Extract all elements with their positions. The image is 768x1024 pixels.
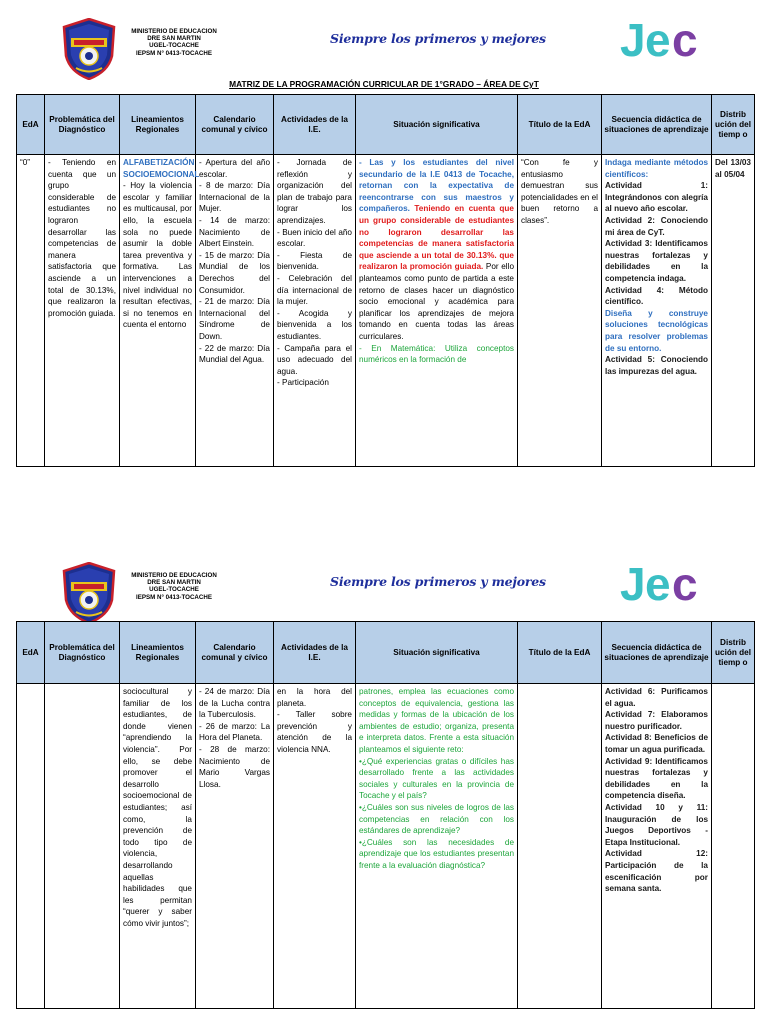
col-header-lineamientos: Lineamientos Regionales <box>120 622 196 684</box>
secuencia-activity: Actividad 6: Purificamos el agua. <box>605 687 708 708</box>
curriculum-matrix-table <box>16 94 755 467</box>
calendario-item: - Apertura del año escolar. <box>199 158 270 179</box>
school-line: IEPSM N° 0413-TOCACHE <box>136 593 212 601</box>
col-header-situacion: Situación significativa <box>356 622 518 684</box>
actividad-item: - Acogida y bienvenida a los estudiantes. <box>277 308 352 341</box>
secuencia-activity: Actividad 10 y 11: Inauguración de los Juegos Deportivos - Etapa Institucional. <box>605 802 708 847</box>
cell-calendario <box>196 684 274 1009</box>
table-row <box>17 684 755 1009</box>
cell-titulo <box>518 684 602 1009</box>
table-header-row <box>17 622 755 684</box>
cell-secuencia <box>602 684 712 1009</box>
secuencia-activity: Actividad 1: Integrándonos con alegría al nuevo año escolar. <box>605 181 708 214</box>
situacion-black-text: Por ello planteamos como punto de partida a este retorno de clases hacer un diagnóstico socio emocional y académica para planificar los aprendizajes de mejora tomando en cuenta todas las áreas curriculares. <box>359 262 514 341</box>
calendario-item: - 14 de marzo: Nacimiento de Albert Einstein. <box>199 215 270 249</box>
lineamiento-text: sociocultural y familiar de los estudiantes, de donde vienen “aprendiendo la violencia”. Por ello, se debe promover el desarrollo socioemocional de estudiantes; así como, la prevención de todo tipo de violencia, desarrollando aquellas habilidades que les permitan “querer y saber cómo vivir juntos”; <box>123 687 192 928</box>
document-title: MATRIZ DE LA PROGRAMACIÓN CURRICULAR DE 1°GRADO – ÁREA DE CyT <box>229 79 539 89</box>
col-header-actividades: Actividades de la I.E. <box>274 95 356 155</box>
actividad-item: - Fiesta de bienvenida. <box>277 250 352 272</box>
table-row <box>17 155 755 467</box>
secuencia-activity: Actividad 3: Identificamos nuestras fortalezas y debilidades en la competencia indaga. <box>605 239 708 283</box>
ugel-line: UGEL-TOCACHE <box>149 586 199 594</box>
calendario-item: - 21 de marzo: Día Internacional del Síndrome de Down. <box>199 297 270 341</box>
col-header-distribucion: Distrib ución del tiemp o <box>712 622 755 684</box>
secuencia-heading: Indaga mediante métodos científicos: <box>605 158 708 179</box>
cell-problematica <box>45 155 120 467</box>
slogan: Siempre los primeros y mejores <box>330 31 546 46</box>
actividad-item: - Celebración del día internacional de la mujer. <box>277 273 352 307</box>
titulo-text: “Con fe y entusiasmo demuestran sus potencialidades en el buen retorno a clases”. <box>521 158 598 225</box>
actividad-item: - Jornada de reflexión y organización del plan de trabajo para lograr los aprendizajes. <box>277 158 352 225</box>
table-header-row <box>17 95 755 155</box>
slogan: Siempre los primeros y mejores <box>330 574 546 589</box>
school-line: IEPSM N° 0413-TOCACHE <box>136 49 212 57</box>
secuencia-activity: Actividad 4: Método científico. <box>605 285 708 307</box>
actividad-item: en la hora del planeta. <box>277 687 352 708</box>
jec-logo-c: c <box>672 14 698 66</box>
document-page-1 <box>0 0 768 500</box>
situacion-blue-text: - Las y los estudiantes del nivel secundario de la I.E 0413 de Tocache, retornan con la expectativa de reencontrarse con sus maestros y compañeros. <box>359 158 514 214</box>
actividad-item: - Campaña para el uso adecuado del agua. <box>277 343 352 376</box>
situacion-green-text: - En Matemática: Utiliza conceptos numéricos en la formación de <box>359 343 514 365</box>
lineamiento-text: - Hoy la violencia escolar y familiar es multicausal, por ello, la escuela sola no puede asumir la doble tarea preventiva y formativa. Las intervenciones a nivel individual no resultan efectivas, si no tenemos en cuenta el entorno <box>123 181 192 330</box>
col-header-titulo: Título de la EdA <box>518 95 602 155</box>
cell-actividades <box>274 155 356 467</box>
eda-value: “0” <box>20 158 31 167</box>
secuencia-activity: Actividad 12: Participación de la escenificación por semana santa. <box>605 849 708 894</box>
cell-titulo <box>518 155 602 467</box>
jec-logo-e: e <box>645 14 671 66</box>
calendario-item: - 8 de marzo: Día Internacional de la Mujer. <box>199 181 270 214</box>
cell-eda <box>17 155 45 467</box>
page-header <box>0 510 768 610</box>
secuencia-activity: Actividad 9: Identificamos nuestras fortalezas y debilidades en la competencia diseña. <box>605 756 708 801</box>
col-header-calendario: Calendario comunal y cívico <box>196 622 274 684</box>
col-header-distribucion: Distrib ución del tiemp o <box>712 95 755 155</box>
col-header-actividades: Actividades de la I.E. <box>274 622 356 684</box>
lineamiento-title-1: ALFABETIZACIÓN <box>123 158 195 167</box>
jec-logo-j: J <box>620 14 646 66</box>
school-crest-icon <box>62 562 116 624</box>
ugel-line: UGEL-TOCACHE <box>149 42 199 50</box>
ministry-block <box>124 28 224 57</box>
dre-line: DRE SAN MARTIN <box>147 579 201 587</box>
ministry-block <box>124 572 224 601</box>
calendario-item: - 22 de marzo: Día Mundial del Agua. <box>199 343 270 365</box>
problematica-text: - Teniendo en cuenta que un grupo considerable de estudiantes no lograron desarrollar las competencias de manera satisfactoria que asciende a un total de 30.13%, que realizaron la promoción guiada. <box>48 158 116 318</box>
situacion-red-text: Teniendo en cuenta que un grupo considerable de estudiantes no lograron desarrollar las competencias de manera satisfactoria que asciende a un total de 30.13%. que realizaron la promoción guiada. <box>359 204 514 272</box>
dre-line: DRE SAN MARTIN <box>147 35 201 43</box>
col-header-secuencia: Secuencia didáctica de situaciones de aprendizaje <box>602 622 712 684</box>
ministry-line: MINISTERIO DE EDUCACION <box>131 28 217 35</box>
cell-lineamientos <box>120 155 200 467</box>
col-header-eda: EdA <box>17 95 45 155</box>
secuencia-activity: Actividad 7: Elaboramos nuestro purificador. <box>605 710 708 731</box>
lineamiento-title-2: SOCIOEMOCIONAL <box>123 169 200 179</box>
ministry-line: MINISTERIO DE EDUCACION <box>131 572 217 579</box>
col-header-problematica: Problemática del Diagnóstico <box>45 622 120 684</box>
secuencia-activity: Actividad 8: Beneficios de tomar un agua purificada. <box>605 733 708 754</box>
jec-logo-e: e <box>645 558 671 610</box>
school-crest-icon <box>62 18 116 80</box>
actividad-item: - Participación <box>277 378 329 388</box>
cell-distribucion <box>712 155 755 467</box>
cell-situacion <box>356 684 518 1009</box>
cell-lineamientos <box>120 684 196 1009</box>
situacion-green-text: patrones, emplea las ecuaciones como conceptos de equivalencia, gestiona las medidas y formas de la ubicación de los ambientes de estudio; organiza, presenta e interpreta datos. Frente a esta situación planteamos el siguiente reto: <box>359 687 514 754</box>
cell-calendario <box>196 155 274 467</box>
jec-logo-j: J <box>620 558 646 610</box>
reto-pregunta: •¿Qué experiencias gratas o difíciles has desarrollado frente a las actividades sociales y culturales en la provincia de Tocache y el país? <box>359 756 514 801</box>
calendario-item: - 24 de marzo: Día de la Lucha contra la Tuberculosis. <box>199 687 270 720</box>
col-header-situacion: Situación significativa <box>356 95 518 155</box>
jec-logo-icon <box>620 12 712 68</box>
secuencia-activity: Actividad 2: Conociendo mi área de CyT. <box>605 215 708 237</box>
cell-eda <box>17 684 45 1009</box>
calendario-item: - 26 de marzo: La Hora del Planeta. <box>199 721 270 743</box>
secuencia-activity: Actividad 5: Conociendo las impurezas del agua. <box>605 355 708 376</box>
col-header-secuencia: Secuencia didáctica de situaciones de aprendizaje <box>602 95 712 155</box>
cell-problematica <box>45 684 120 1009</box>
page-header <box>0 0 768 89</box>
cell-situacion <box>356 155 518 467</box>
jec-logo-icon <box>620 556 712 612</box>
reto-pregunta: •¿Cuáles son las necesidades de aprendizaje que los estudiantes presentan frente a la evaluación diagnóstica? <box>359 837 514 870</box>
jec-logo-c: c <box>672 558 698 610</box>
cell-secuencia <box>602 155 712 467</box>
actividad-item: - Buen inicio del año escolar. <box>277 227 352 249</box>
cell-actividades <box>274 684 356 1009</box>
secuencia-heading: Diseña y construye soluciones tecnológicas para resolver problemas de su entorno. <box>605 308 708 353</box>
curriculum-matrix-table <box>16 621 755 1009</box>
cell-distribucion <box>712 684 755 1009</box>
calendario-item: - 15 de marzo: Día Mundial de los Derechos del Consumidor. <box>199 250 270 295</box>
col-header-lineamientos: Lineamientos Regionales <box>120 95 196 155</box>
calendario-item: - 28 de marzo: Nacimiento de Mario Vargas Llosa. <box>199 744 270 789</box>
col-header-problematica: Problemática del Diagnóstico <box>45 95 120 155</box>
col-header-calendario: Calendario comunal y cívico <box>196 95 274 155</box>
actividad-item: - Taller sobre prevención y atención de la violencia NNA. <box>277 710 352 754</box>
col-header-titulo: Título de la EdA <box>518 622 602 684</box>
distribucion-text: Del 13/03 al 05/04 <box>715 158 751 179</box>
reto-pregunta: •¿Cuáles son sus niveles de logros de las competencias en relación con los estándares de aprendizaje? <box>359 802 514 836</box>
col-header-eda: EdA <box>17 622 45 684</box>
document-page-2 <box>0 510 768 1024</box>
